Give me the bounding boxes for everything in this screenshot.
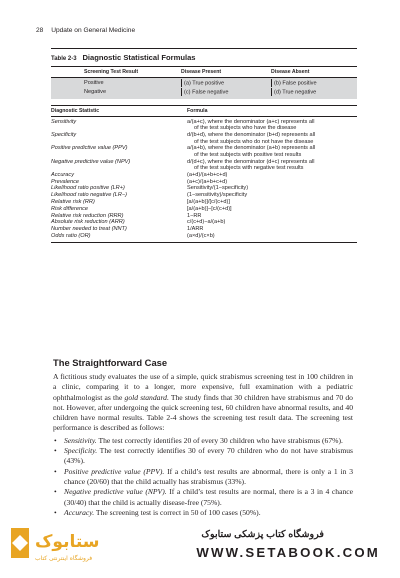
- statistic-name: Relative risk reduction (RRR): [51, 212, 124, 219]
- statistic-formula: (1−sensitivity)/specificity: [187, 192, 248, 199]
- setabook-logo: [8, 523, 128, 567]
- list-item: • Positive predictive value (PPV). If a child’s test results are abnormal, there is only a 1 in 3 chance (20/60) that the child actually has strabismus (33%).: [53, 467, 353, 488]
- running-head-title: Update on General Medicine: [51, 27, 136, 34]
- row-label: Negative: [84, 88, 107, 95]
- statistic-name: Absolute risk reduction (ARR): [51, 219, 125, 226]
- statistic-formula: (a×d)/(c×b): [187, 232, 215, 239]
- table-row: [51, 79, 357, 88]
- stat-row: [51, 213, 357, 219]
- statistic-formula: d/(b+d), where the denominator (b+d) represents all of the test subjects who do not have the disease: [187, 132, 316, 145]
- row-label: Positive: [84, 80, 104, 87]
- statistic-formula: 1/ARR: [187, 226, 204, 233]
- statistic-formula: d/(d+c), where the denominator (d+c) represents all of the test subjects with negative test results: [187, 158, 315, 172]
- intro-paragraph: A fictitious study evaluates the use of a simple, quick strabismus screening test in 100 children in a clinic, comparing it to a longer, more expensive, full examination with a pediatric ophthalmologist as the gold standard. The study finds that 30 children have strabismus and 70 do not. However, after undergoing the quick screening test, 60 children have abnormal results, and 40 children have normal results. Table 2-4 shows the screening test result data. The screening test performance is described as follows:: [53, 372, 353, 433]
- contingency-body: [51, 78, 357, 99]
- page-number: 28: [36, 27, 44, 34]
- header-present: Disease Present: [181, 69, 222, 75]
- statistic-formula: a/(a+b), where the denominator (a+b) represents all of the test subjects with positive test results: [187, 145, 316, 158]
- table-caption: [51, 48, 357, 64]
- statistic-name: Accuracy: [51, 171, 75, 178]
- stat-row: [51, 233, 357, 239]
- table-row: [51, 88, 357, 97]
- statistic-formula: 1−RR: [187, 212, 202, 219]
- logo-text: ستابوک: [35, 532, 100, 552]
- stat-row: [51, 145, 357, 158]
- stat-row: [51, 132, 357, 145]
- header-screening: Screening Test Result: [84, 69, 139, 75]
- statistic-formula: Sensitivity/(1−specificity): [187, 185, 249, 192]
- statistic-name: Negative predictive value (NPV): [51, 158, 131, 165]
- statistic-name: Relative risk (RR): [51, 199, 95, 205]
- statistic-formula: a/(a+c), where the denominator (a+c) represents all of the test subjects who have the disease: [187, 119, 315, 132]
- section-heading: The Straightforward Case: [53, 357, 168, 368]
- list-item: • Negative predictive value (NPV). If a child’s test results are normal, there is a 3 in 4 chance (30/40) that the child is actually disease-free (75%).: [53, 487, 353, 508]
- performance-list: [53, 436, 353, 518]
- statistic-name: Specificity: [51, 132, 77, 139]
- statistic-formula: c/(c+d)−a/(a+b): [187, 219, 226, 226]
- list-item: • Accuracy. The screening test is correct in 50 of 100 cases (50%).: [53, 508, 353, 518]
- statistic-name: Likelihood ratio positive (LR+): [51, 185, 125, 192]
- cell: (d) True negative: [271, 88, 357, 96]
- statistic-name: Risk difference: [51, 205, 88, 212]
- table-rule: [51, 242, 357, 243]
- stat-row: [51, 159, 357, 172]
- stat-row: [51, 179, 357, 185]
- table-title: Diagnostic Statistical Formulas: [82, 53, 196, 62]
- statistic-name: Positive predictive value (PPV): [51, 145, 128, 152]
- stat-row: [51, 192, 357, 198]
- statistic-formula: [a/(a+b)]−[c/(c+d)]: [187, 205, 232, 212]
- header-formula: Formula: [187, 108, 208, 114]
- shop-url: WWW.SETABOOK.COM: [196, 545, 380, 560]
- statistic-formula: (a+d)/(a+b+c+d): [187, 171, 228, 178]
- formula-table: [51, 48, 357, 243]
- shop-name: فروشگاه کتاب پزشکی ستابوک: [201, 529, 324, 540]
- body-text: [53, 372, 353, 518]
- list-item: • Sensitivity. The test correctly identifies 20 of every 30 children who have strabismus (67%).: [53, 436, 353, 446]
- statistic-name: Likelihood ratio negative (LR−): [51, 192, 128, 199]
- cell: (b) False positive: [271, 79, 357, 87]
- logo-subtext: فروشگاه اینترنتی کتاب: [35, 555, 93, 562]
- stat-row: [51, 226, 357, 232]
- statistic-formula: [a/(a+b)]/[c/(c+d)]: [187, 199, 230, 205]
- stat-row: [51, 172, 357, 178]
- running-head: [36, 27, 135, 34]
- cell: (a) True positive: [181, 79, 271, 87]
- cell: (c) False negative: [181, 88, 271, 96]
- statistic-name: Sensitivity: [51, 119, 77, 125]
- header-absent: Disease Absent: [271, 69, 310, 75]
- stat-row: [51, 206, 357, 212]
- stat-row: [51, 185, 357, 191]
- footer-banner: [0, 515, 400, 578]
- list-item: • Specificity. The test correctly identifies 30 of every 70 children who do not have strabismus (43%).: [53, 446, 353, 467]
- table-number: Table 2-3: [51, 56, 77, 62]
- stat-row: [51, 119, 357, 132]
- statistic-name: Number needed to treat (NNT): [51, 226, 127, 233]
- stats-body: [51, 119, 357, 239]
- statistic-name: Prevalence: [51, 178, 79, 185]
- stats-header: [51, 105, 357, 117]
- statistic-formula: (a+c)/(a+b+c+d): [187, 178, 228, 185]
- contingency-header: [51, 66, 357, 78]
- statistic-name: Odds ratio (OR): [51, 232, 91, 239]
- header-statistic: Diagnostic Statistic: [51, 108, 100, 114]
- stat-row: [51, 199, 357, 205]
- stat-row: [51, 219, 357, 225]
